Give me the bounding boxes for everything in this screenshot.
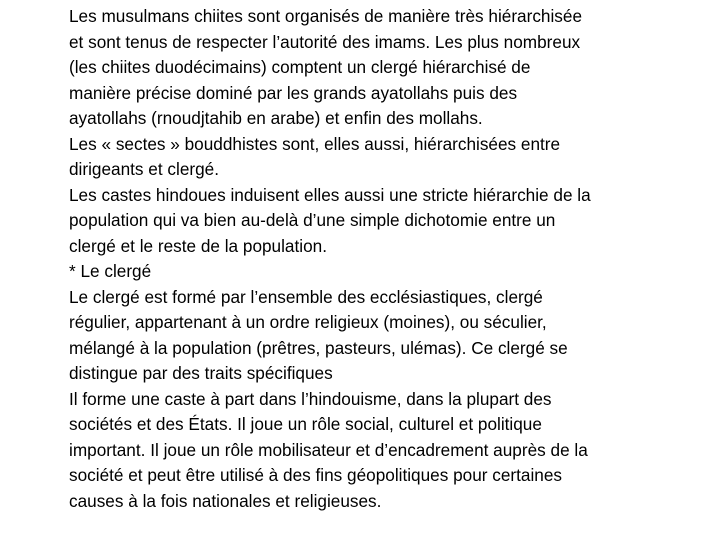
- paragraph-chiites: Les musulmans chiites sont organisés de manière très hiérarchisée et sont tenus de respecter l’autorité des imams. Les plus nombreux (les chiites duodécimains) comptent un clergé hiérarchisé de manière précise dominé par les grands ayatollahs puis des ayatollahs (rnoudjtahib en arabe) et enfin des mollahs.: [69, 6, 583, 128]
- section-heading-clerge: * Le clergé: [69, 261, 152, 281]
- paragraph-definition-clerge: Le clergé est formé par l’ensemble des ecclésiastiques, clergé régulier, appartenant à un ordre religieux (moines), ou séculier, mélangé à la population (prêtres, pasteurs, ulémas). Ce clergé se distingue par des traits spécifiques: [69, 286, 568, 383]
- body-text: [69, 4, 694, 514]
- paragraph-role-clerge: Il forme une caste à part dans l’hindouisme, dans la plupart des sociétés et des États. Il joue un rôle social, culturel et politique important. Il joue un rôle mobilisateur et d’encadrement auprès de la société et peut être utilisé à des fins géopolitiques pour certaines causes à la fois nationales et religieuses.: [69, 388, 588, 511]
- paragraph-bouddhistes: Les « sectes » bouddhistes sont, elles aussi, hiérarchisées entre dirigeants et clergé.: [69, 133, 561, 179]
- paragraph-castes-hindoues: Les castes hindoues induisent elles aussi une stricte hiérarchie de la population qui va bien au-delà d’une simple dichotomie entre un clergé et le reste de la population.: [69, 184, 591, 256]
